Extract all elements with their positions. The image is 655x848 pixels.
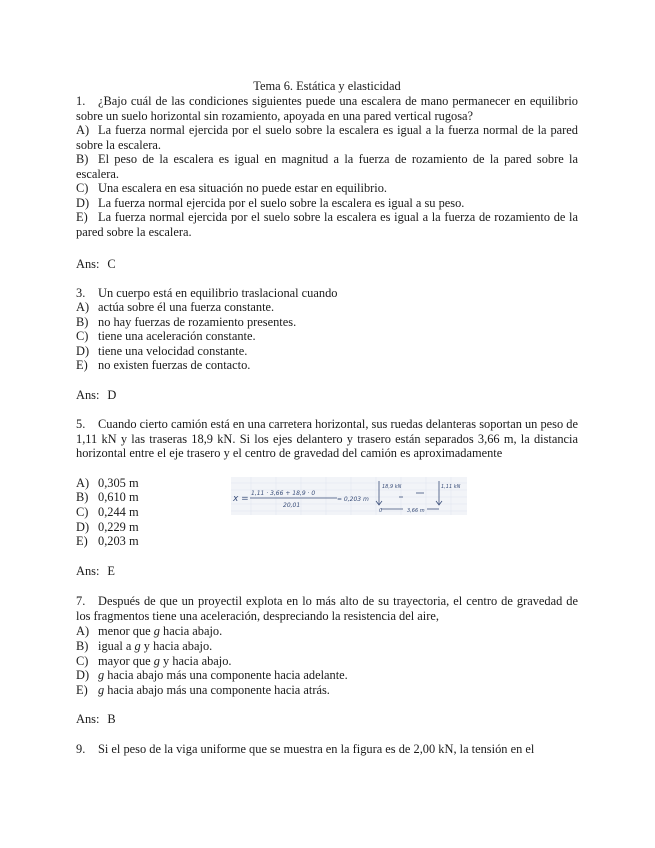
option-text-post: hacia abajo más una componente hacia atrás. bbox=[104, 683, 330, 697]
option-letter: E) bbox=[76, 683, 88, 697]
option-text: La fuerza normal ejercida por el suelo sobre la escalera es igual a su peso. bbox=[98, 196, 465, 210]
sketch-result: = 0,203 m bbox=[337, 496, 369, 503]
g-symbol: g bbox=[134, 639, 141, 653]
option-1b bbox=[76, 152, 578, 181]
g-symbol: g bbox=[98, 668, 105, 682]
option-text: no existen fuerzas de contacto. bbox=[98, 358, 251, 372]
answer-label: Ans: bbox=[76, 712, 100, 726]
option-letter: C) bbox=[76, 654, 89, 668]
sketch-x-label: x = bbox=[233, 494, 249, 504]
page-title: Tema 6. Estática y elasticidad bbox=[253, 79, 401, 93]
option-1c bbox=[76, 181, 578, 196]
question-number: 7. bbox=[76, 594, 86, 608]
answer-5 bbox=[76, 564, 115, 578]
answer-label: Ans: bbox=[76, 564, 100, 578]
option-7b bbox=[76, 639, 212, 654]
option-5e bbox=[76, 534, 139, 549]
option-text: La fuerza normal ejercida por el suelo sobre la escalera es igual a la fuerza de rozamiento de la pared sobre la escalera. bbox=[76, 210, 578, 239]
option-text: tiene una velocidad constante. bbox=[98, 344, 248, 358]
answer-7 bbox=[76, 712, 116, 726]
option-1a bbox=[76, 123, 578, 152]
question-3 bbox=[76, 286, 337, 301]
sketch-numerator: 1,11 · 3,66 + 18,9 · 0 bbox=[251, 490, 316, 497]
question-text: Después de que un proyectil explota en lo más alto de su trayectoria, el centro de gravedad de los fragmentos tiene una aceleración, despreciando la resistencia del aire, bbox=[76, 594, 578, 623]
question-number: 3. bbox=[76, 286, 86, 300]
option-text-pre: menor que bbox=[98, 624, 154, 638]
option-text-post: y hacia abajo. bbox=[140, 639, 213, 653]
answer-3 bbox=[76, 388, 116, 402]
answer-label: Ans: bbox=[76, 388, 100, 402]
option-text: Una escalera en esa situación no puede estar en equilibrio. bbox=[98, 181, 387, 195]
question-text: Un cuerpo está en equilibrio traslacional cuando bbox=[98, 286, 338, 300]
option-text-post: hacia abajo. bbox=[159, 624, 223, 638]
answer-1 bbox=[76, 257, 116, 271]
option-letter: D) bbox=[76, 196, 90, 210]
option-letter: E) bbox=[76, 534, 88, 548]
option-5c bbox=[76, 505, 139, 520]
question-text: ¿Bajo cuál de las condiciones siguientes puede una escalera de mano permanecer en equilibrio sobre un suelo horizontal sin rozamiento, apoyada en una pared vertical rugosa? bbox=[76, 94, 578, 123]
handwritten-solution-sketch bbox=[231, 477, 467, 515]
question-text: Cuando cierto camión está en una carretera horizontal, sus ruedas delanteras soportan un peso de 1,11 kN y las traseras 18,9 kN. Si los ejes delantero y trasero están separados 3,66 m, la distancia horizontal entre el eje trasero y el centro de gravedad del camión es aproximadamente bbox=[76, 417, 578, 461]
g-symbol: g bbox=[153, 654, 160, 668]
option-letter: C) bbox=[76, 181, 89, 195]
option-letter: D) bbox=[76, 520, 90, 534]
answer-value: E bbox=[107, 564, 115, 578]
option-3a bbox=[76, 300, 274, 315]
option-letter: E) bbox=[76, 210, 88, 224]
question-text: Si el peso de la viga uniforme que se muestra en la figura es de 2,00 kN, la tensión en el bbox=[98, 742, 535, 756]
option-text-post: hacia abajo más una componente hacia adelante. bbox=[104, 668, 348, 682]
option-text: no hay fuerzas de rozamiento presentes. bbox=[98, 315, 297, 329]
sketch-axle-distance: 3,66 m bbox=[407, 508, 425, 514]
option-text: actúa sobre él una fuerza constante. bbox=[98, 300, 275, 314]
option-text-pre: mayor que bbox=[98, 654, 154, 668]
option-text: 0,244 m bbox=[98, 505, 139, 519]
option-1d bbox=[76, 196, 578, 211]
option-5a bbox=[76, 476, 139, 491]
option-1e bbox=[76, 210, 578, 239]
option-text: La fuerza normal ejercida por el suelo sobre la escalera es igual a la fuerza normal de la pared sobre la escalera. bbox=[76, 123, 578, 152]
sketch-denominator: 20,01 bbox=[283, 502, 301, 509]
option-letter: A) bbox=[76, 476, 90, 490]
option-7c bbox=[76, 654, 232, 669]
option-letter: A) bbox=[76, 300, 90, 314]
question-1 bbox=[76, 94, 578, 123]
question-5 bbox=[76, 417, 578, 461]
sketch-origin: 0 bbox=[379, 508, 383, 514]
question-9 bbox=[76, 742, 534, 757]
option-text-pre: igual a bbox=[98, 639, 135, 653]
option-7a bbox=[76, 624, 222, 639]
option-3b bbox=[76, 315, 296, 330]
option-letter: A) bbox=[76, 123, 90, 137]
option-3e bbox=[76, 358, 250, 373]
question-number: 1. bbox=[76, 94, 86, 108]
g-symbol: g bbox=[98, 683, 105, 697]
option-text: El peso de la escalera es igual en magnitud a la fuerza de rozamiento de la pared sobre la escalera. bbox=[76, 152, 578, 181]
option-letter: D) bbox=[76, 344, 90, 358]
option-text: tiene una aceleración constante. bbox=[98, 329, 256, 343]
option-letter: D) bbox=[76, 668, 90, 682]
answer-value: D bbox=[107, 388, 117, 402]
sketch-rear-load: 1,11 kN bbox=[441, 484, 461, 490]
option-letter: C) bbox=[76, 505, 89, 519]
option-5b bbox=[76, 490, 139, 505]
option-text: 0,305 m bbox=[98, 476, 139, 490]
answer-value: B bbox=[107, 712, 116, 726]
answer-value: C bbox=[107, 257, 116, 271]
option-3c bbox=[76, 329, 256, 344]
question-number: 5. bbox=[76, 417, 86, 431]
g-symbol: g bbox=[153, 624, 160, 638]
option-letter: B) bbox=[76, 639, 89, 653]
option-7d bbox=[76, 668, 348, 683]
option-letter: A) bbox=[76, 624, 90, 638]
option-letter: C) bbox=[76, 329, 89, 343]
option-text-post: y hacia abajo. bbox=[159, 654, 232, 668]
question-number: 9. bbox=[76, 742, 86, 756]
option-text: 0,610 m bbox=[98, 490, 139, 504]
option-5d bbox=[76, 520, 139, 535]
option-letter: B) bbox=[76, 152, 89, 166]
option-3d bbox=[76, 344, 247, 359]
sketch-front-load: 18,9 kN bbox=[382, 484, 402, 490]
answer-label: Ans: bbox=[76, 257, 100, 271]
option-text: 0,229 m bbox=[98, 520, 139, 534]
option-text: 0,203 m bbox=[98, 534, 139, 548]
question-7 bbox=[76, 594, 578, 623]
option-7e bbox=[76, 683, 330, 698]
option-letter: E) bbox=[76, 358, 88, 372]
option-letter: B) bbox=[76, 490, 89, 504]
option-letter: B) bbox=[76, 315, 89, 329]
